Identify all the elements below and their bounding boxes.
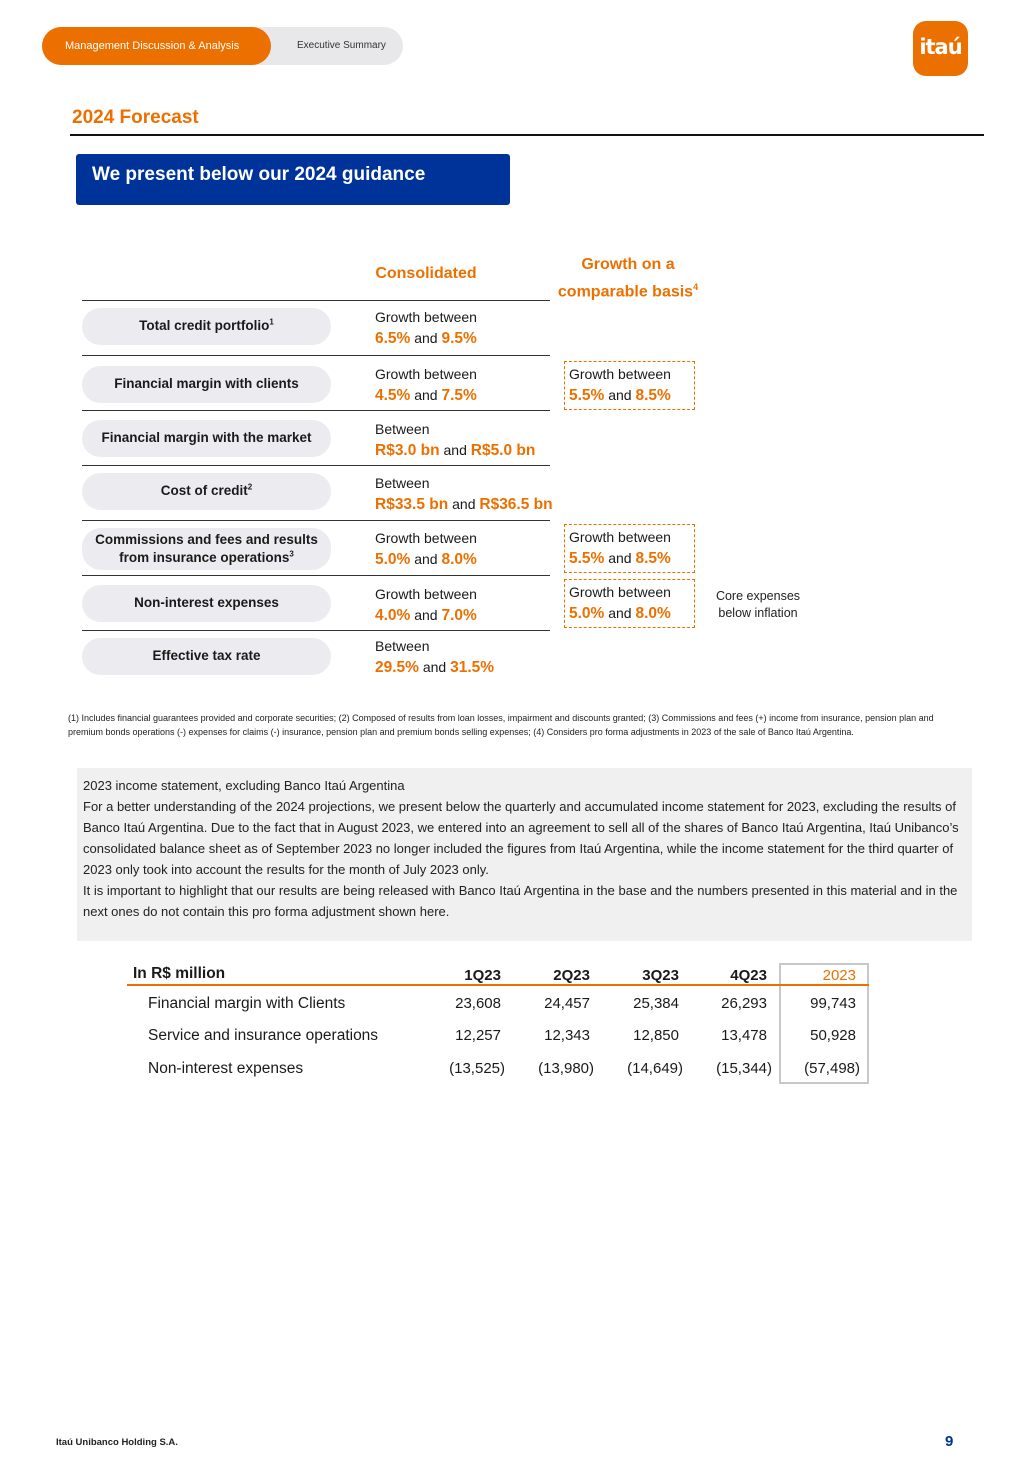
comparable-low: 5.0%: [569, 605, 605, 622]
table-cell: (15,344): [716, 1060, 772, 1077]
label-text: Effective tax rate: [152, 648, 261, 664]
table-cell: 26,293: [721, 995, 767, 1012]
and-word: and: [414, 387, 438, 403]
and-word: and: [414, 551, 438, 567]
comparable-prefix: Growth between: [569, 529, 671, 545]
value-low: 4.5%: [375, 387, 411, 404]
table-cell: 24,457: [544, 995, 590, 1012]
tab-executive-summary[interactable]: Executive Summary: [297, 40, 386, 51]
and-word: and: [452, 496, 476, 512]
label-sup: 3: [289, 549, 294, 559]
value-high: 7.0%: [441, 607, 477, 624]
guidance-value-non-interest-expenses: [375, 584, 477, 626]
page-title: 2024 Forecast: [72, 107, 199, 128]
value-prefix: Growth between: [375, 366, 477, 382]
comparable-box-non-interest-expenses: [564, 579, 695, 628]
guidance-value-cost-of-credit: [375, 473, 553, 515]
and-word: and: [422, 659, 447, 675]
table-cell: 25,384: [633, 995, 679, 1012]
table-header-cell: 1Q23: [464, 967, 501, 984]
and-word: and: [414, 330, 438, 346]
label-sup: 2: [247, 482, 253, 492]
value-low: 29.5%: [375, 659, 419, 676]
and-word: and: [414, 607, 438, 623]
guidance-label-cost-of-credit: [82, 473, 331, 510]
note-line2: below inflation: [718, 606, 798, 620]
table-cell: (13,525): [449, 1060, 505, 1077]
column-header-consolidated: Consolidated: [375, 265, 477, 282]
label-text: Non-interest expenses: [134, 595, 279, 611]
info-box-paragraph-1: For a better understanding of the 2024 projections, we present below the quarterly and accumulated income statement for 2023, excluding the results of Banco Itaú Argentina. Due to the fact that in August 2023, we entered into an agreement to sell all of the shares of Banco Itaú Argentina, Itaú Unibanco’s consolidated balance sheet as of September 2023 no longer included the figures from Itaú Argentina, while the income statement for the third quarter of 2023 only took into account the results for the month of July 2023 only.: [83, 799, 959, 877]
guidance-label-commissions: [82, 528, 331, 570]
label-text: Cost of credit: [160, 483, 248, 499]
label-sup: 1: [269, 317, 274, 327]
comparable-sup: 4: [693, 282, 699, 292]
table-cell: (57,498): [804, 1060, 860, 1077]
comparable-line1: Growth on a: [581, 256, 675, 273]
value-high: 7.5%: [441, 387, 477, 404]
row-divider: [82, 465, 550, 466]
value-prefix: Between: [375, 421, 430, 437]
comparable-prefix: Growth between: [569, 584, 671, 600]
footnotes: (1) Includes financial guarantees provided and corporate securities; (2) Composed of results from loan losses, impairment and discounts granted; (3) Commissions and fees (+) income from insurance, pension plan and premium bonds operations (-) expenses for claims (-) insurance, pension plan and premium bonds selling expenses; (4) Considers pro forma adjustments in 2023 of the sale of Banco Itaú Argentina.: [68, 713, 934, 737]
value-prefix: Between: [375, 638, 430, 654]
footer-company: Itaú Unibanco Holding S.A.: [56, 1437, 178, 1448]
value-high: 8.0%: [441, 551, 477, 568]
itau-logo: itaú: [913, 21, 968, 76]
row-divider: [82, 355, 550, 356]
label-text: Financial margin with clients: [114, 376, 299, 392]
value-prefix: Between: [375, 475, 430, 491]
comparable-line2: comparable basis: [557, 283, 694, 301]
table-cell: 99,743: [810, 995, 856, 1012]
table-header-cell-year: 2023: [822, 967, 856, 984]
table-cell: 12,850: [633, 1027, 679, 1044]
table-row: [127, 1053, 869, 1085]
and-word: and: [608, 387, 632, 403]
comparable-box-commissions: [564, 524, 695, 573]
guidance-banner: We present below our 2024 guidance: [76, 154, 510, 205]
table-header-cell: 4Q23: [730, 967, 767, 984]
table-cell: (13,980): [538, 1060, 594, 1077]
value-high: 9.5%: [441, 330, 477, 347]
title-divider: [70, 134, 984, 136]
table-header: [127, 962, 869, 986]
guidance-value-fm-clients: [375, 364, 477, 406]
guidance-label-non-interest-expenses: [82, 585, 331, 622]
comparable-high: 8.5%: [635, 387, 671, 404]
value-low: 5.0%: [375, 551, 411, 568]
row-divider: [82, 630, 550, 631]
info-box: [77, 768, 972, 941]
table-header-cell: 3Q23: [642, 967, 679, 984]
info-box-title: 2023 income statement, excluding Banco Itaú Argentina: [83, 778, 405, 793]
tab-management-discussion[interactable]: Management Discussion & Analysis: [42, 27, 271, 65]
value-high: 31.5%: [450, 659, 495, 676]
table-row-label: Service and insurance operations: [148, 1027, 379, 1044]
and-word: and: [608, 605, 632, 621]
table-cell: 12,257: [455, 1027, 501, 1044]
comparable-high: 8.0%: [635, 605, 671, 622]
row-divider: [82, 300, 550, 301]
guidance-label-tax-rate: [82, 638, 331, 675]
label-line1: Commissions and fees and results: [95, 531, 318, 547]
guidance-value-credit-portfolio: [375, 307, 477, 349]
value-high: R$36.5 bn: [479, 496, 553, 513]
guidance-label-credit-portfolio: [82, 308, 331, 345]
value-low: R$3.0 bn: [375, 442, 440, 459]
table-cell: (14,649): [627, 1060, 683, 1077]
page-number: 9: [945, 1433, 954, 1450]
table-cell: 50,928: [810, 1027, 856, 1044]
table-row: [127, 988, 869, 1020]
label-text: Total credit portfolio: [139, 318, 270, 334]
note-line1: Core expenses: [715, 589, 801, 603]
core-expenses-note: [708, 588, 808, 622]
row-divider: [82, 575, 550, 576]
table-unit-label: In R$ million: [133, 965, 226, 982]
comparable-prefix: Growth between: [569, 366, 671, 382]
row-divider: [82, 410, 550, 411]
label-text: Financial margin with the market: [101, 430, 312, 446]
guidance-value-commissions: [375, 528, 477, 570]
table-cell: 13,478: [721, 1027, 767, 1044]
and-word: and: [443, 442, 467, 458]
guidance-label-fm-clients: [82, 366, 331, 403]
value-prefix: Growth between: [375, 586, 477, 602]
table-cell: 12,343: [544, 1027, 590, 1044]
header-tabs: [42, 27, 403, 65]
value-low: R$33.5 bn: [375, 496, 449, 513]
value-low: 4.0%: [375, 607, 411, 624]
comparable-box-fm-clients: [564, 361, 695, 410]
value-low: 6.5%: [375, 330, 411, 347]
table-header-cell: 2Q23: [553, 967, 590, 984]
column-header-comparable: [548, 254, 708, 303]
guidance-label-fm-market: [82, 420, 331, 457]
guidance-value-fm-market: [375, 419, 535, 461]
table-row: [127, 1020, 869, 1052]
table-row-label: Non-interest expenses: [148, 1060, 304, 1077]
table-cell: 23,608: [455, 995, 501, 1012]
and-word: and: [608, 550, 632, 566]
row-divider: [82, 520, 550, 521]
comparable-high: 8.5%: [635, 550, 671, 567]
guidance-value-tax-rate: [375, 636, 494, 678]
value-prefix: Growth between: [375, 309, 477, 325]
comparable-low: 5.5%: [569, 387, 605, 404]
comparable-low: 5.5%: [569, 550, 605, 567]
value-prefix: Growth between: [375, 530, 477, 546]
value-high: R$5.0 bn: [470, 442, 536, 459]
table-row-label: Financial margin with Clients: [148, 995, 346, 1012]
info-box-paragraph-2: It is important to highlight that our results are being released with Banco Itaú Argentina in the base and the numbers presented in this material and in the next ones do not contain this pro forma adjustment shown here.: [83, 883, 958, 919]
label-line2: from insurance operations: [119, 550, 290, 565]
